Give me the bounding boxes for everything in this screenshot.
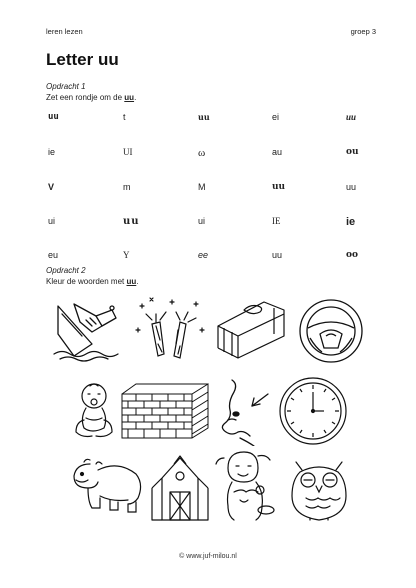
page-title: Letter uu [46,50,119,69]
hippo-picture[interactable] [70,456,144,518]
header-right: groep 3 [350,27,376,36]
grid-cell[interactable]: Y [123,250,130,260]
grid-cell[interactable]: ie [346,216,356,228]
exercise2-title: Opdracht 2 [46,266,86,275]
grid-cell[interactable]: t [123,112,126,122]
owl-picture[interactable] [286,450,352,522]
grid-cell[interactable]: V [48,182,55,192]
barn-picture[interactable] [148,452,212,524]
grid-row [48,147,378,161]
bed-picture[interactable] [214,296,288,362]
grid-cell[interactable]: uu [48,112,59,122]
girl-eating-picture[interactable] [214,448,276,522]
nose-picture[interactable] [218,376,272,446]
grid-cell[interactable]: eu [48,250,59,260]
grid-row [48,250,378,264]
grid-cell[interactable]: UI [123,147,133,157]
header-left: leren lezen [46,27,83,36]
grid-row [48,112,378,126]
grid-cell[interactable]: uu [123,216,140,227]
grid-cell[interactable]: ie [48,147,56,157]
grid-cell[interactable]: IE [272,216,281,226]
grid-cell[interactable]: uu [272,182,286,192]
grid-cell[interactable]: ui [198,216,206,226]
grid-row [48,216,378,230]
grid-cell[interactable]: ou [346,147,359,157]
exercise1-instruction-suffix: . [134,93,137,102]
steering-wheel-picture[interactable] [296,296,366,366]
ship-sinking-picture[interactable] [52,296,124,362]
fireworks-picture[interactable] [130,294,210,362]
exercise2-instruction-suffix: . [136,277,139,286]
exercise1-instruction-prefix: Zet een rondje om de [46,93,125,102]
grid-cell[interactable]: oo [346,250,359,260]
grid-cell[interactable]: uu [346,112,357,122]
grid-cell[interactable]: ω [198,147,206,159]
grid-cell[interactable]: ui [48,216,56,226]
baby-with-pacifier-picture[interactable] [72,380,116,442]
footer-copyright: © www.juf-milou.nl [179,553,237,560]
brick-wall-picture[interactable] [120,380,210,442]
grid-cell[interactable]: ee [198,250,209,260]
grid-cell[interactable]: M [198,182,206,192]
grid-cell[interactable]: au [272,147,283,157]
exercise2-instruction-target: uu [126,277,137,286]
exercise1-instruction-target: uu [124,93,135,102]
grid-cell[interactable]: uu [198,112,210,122]
grid-cell[interactable]: uu [346,182,357,192]
exercise2-instruction-prefix: Kleur de woorden met [46,277,127,286]
exercise1-instruction [46,93,136,102]
grid-cell[interactable]: m [123,182,131,192]
exercise1-title: Opdracht 1 [46,82,86,91]
exercise2-instruction [46,277,139,286]
grid-cell[interactable]: ei [272,112,280,122]
clock-picture[interactable] [276,374,350,448]
grid-cell[interactable]: uu [272,250,283,260]
grid-row [48,182,378,196]
